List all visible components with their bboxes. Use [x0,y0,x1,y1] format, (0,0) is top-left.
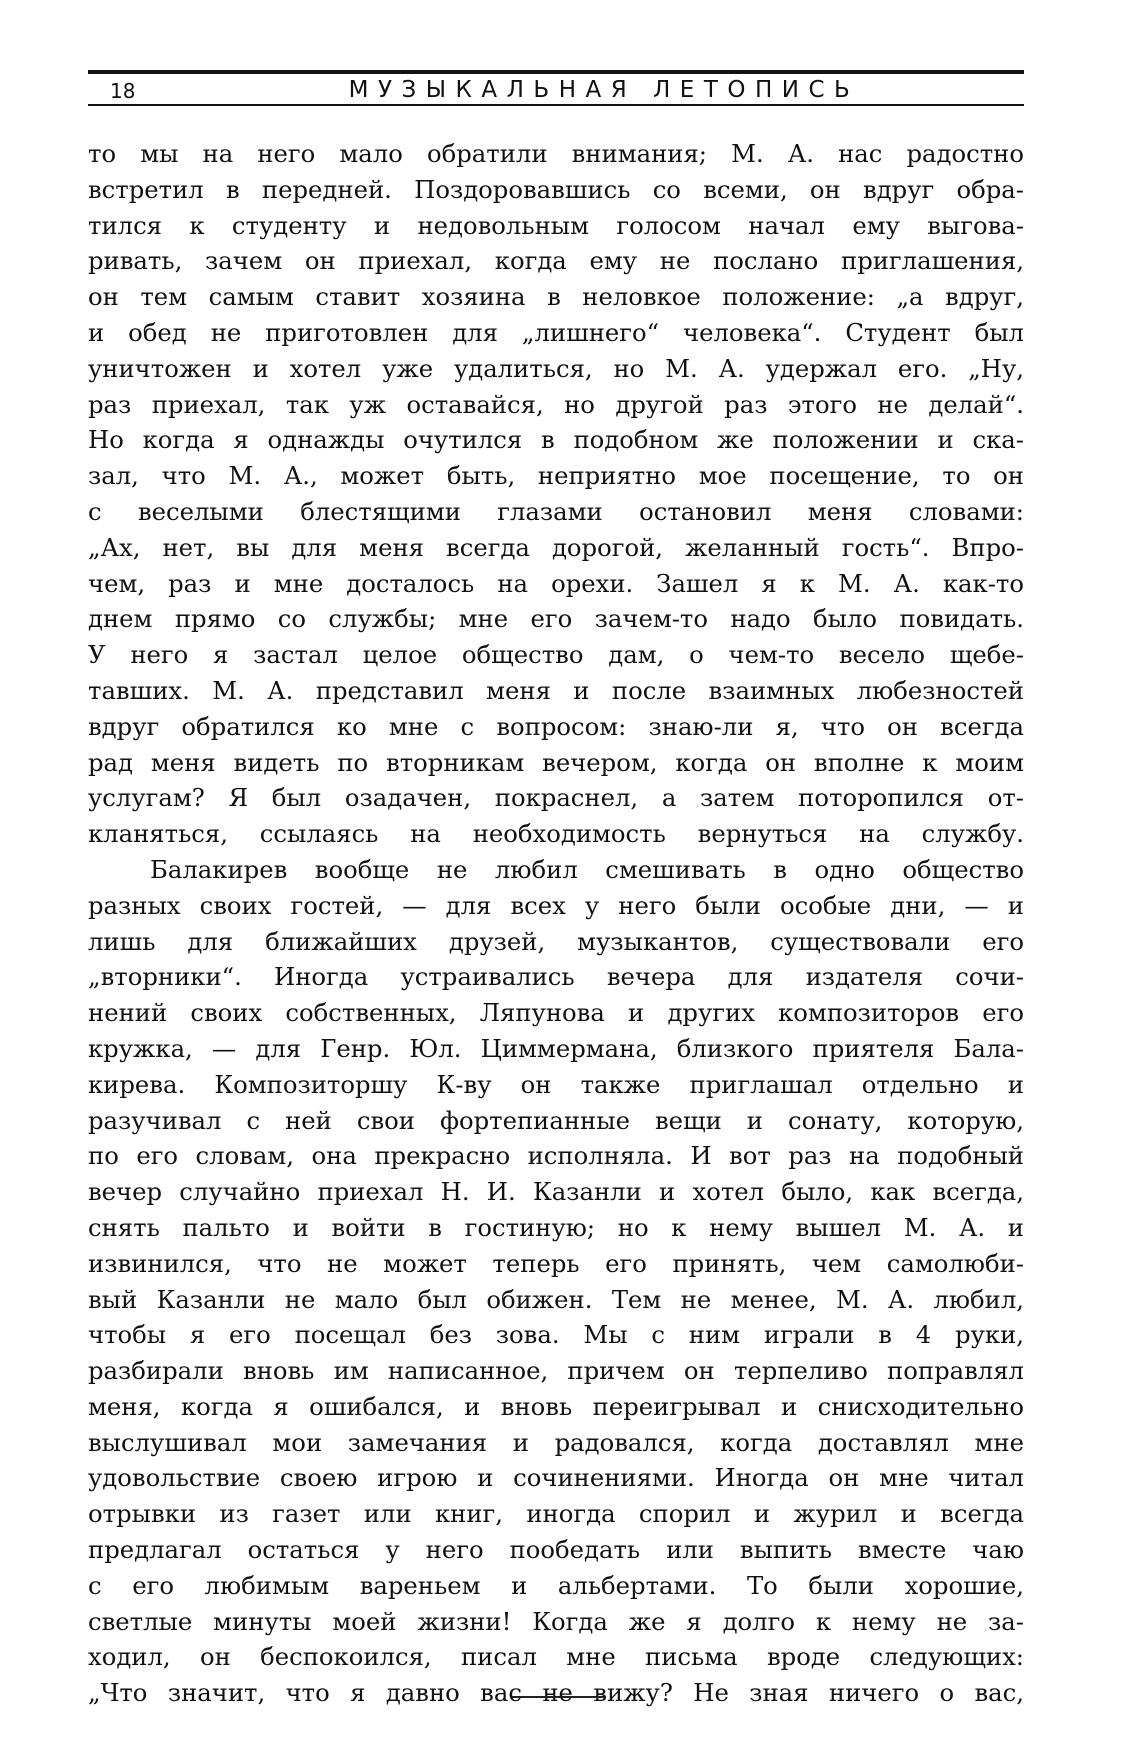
text-line: уничтожен и хотел уже удалиться, но М. А. удержал его. „Ну, [88,353,1024,383]
text-line: снять пальто и войти в гостиную; но к нему вышел М. А. и [88,1212,1024,1242]
text-line: вдруг обратился ко мне с вопросом: знаю-ли я, что он всегда [88,711,1024,741]
text-line: с его любимым вареньем и альбертами. То были хорошие, [88,1570,1024,1600]
text-line: с веселыми блестящими глазами остановил меня словами: [88,496,1024,526]
text-line: раз приехал, так уж оставайся, но другой раз этого не делай“. [88,389,1024,419]
text-line: тавших. М. А. представил меня и после взаимных любезностей [88,675,1024,705]
page-number: 18 [110,79,136,103]
text-line: чем, раз и мне досталось на орехи. Зашел я к М. А. как-то [88,568,1024,598]
running-title: МУЗЫКАЛЬНАЯ ЛЕТОПИСЬ [348,77,860,103]
text-line: У него я застал целое общество дам, о чем-то весело щебе- [88,640,1024,670]
footer-rule [512,1696,604,1698]
text-line: чтобы я его посещал без зова. Мы с ним играли в 4 руки, [88,1320,1024,1350]
text-line: вый Казанли не мало был обижен. Тем не менее, М. А. любил, [88,1284,1024,1314]
text-line: он тем самым ставит хозяина в неловкое положение: „а вдруг, [88,282,1024,312]
text-line: и обед не приготовлен для „лишнего“ человека“. Студент был [88,317,1024,347]
text-line: удовольствие своею игрою и сочинениями. Иногда он мне читал [88,1463,1024,1493]
text-line: отрывки из газет или книг, иногда спорил и журил и всегда [88,1499,1024,1529]
paragraph-start-line: Балакирев вообще не любил смешивать в одно общество [150,854,1024,884]
text-line: кружка, — для Генр. Юл. Циммермана, близкого приятеля Бала- [88,1033,1024,1063]
body-text [88,136,1024,1711]
text-line: по его словам, она прекрасно исполняла. И вот раз на подобный [88,1141,1024,1171]
text-line: предлагал остаться у него пообедать или выпить вместе чаю [88,1535,1024,1565]
text-line: услугам? Я был озадачен, покраснел, а затем поторопился от- [88,783,1024,813]
text-line: „Что значит, что я давно вас не вижу? Не зная ничего о вас, [88,1678,1024,1708]
text-line: днем прямо со службы; мне его зачем-то надо было повидать. [88,604,1024,634]
text-line: Но когда я однажды очутился в подобном же положении и ска- [88,425,1024,455]
text-line: встретил в передней. Поздоровавшись со всеми, он вдруг обра- [88,174,1024,204]
text-line: ривать, зачем он приехал, когда ему не послано приглашения, [88,246,1024,276]
text-line: зал, что М. А., может быть, неприятно мое посещение, то он [88,461,1024,491]
text-line: ходил, он беспокоился, писал мне письма вроде следующих: [88,1642,1024,1672]
page-header [88,70,1024,110]
header-rule-bottom [88,104,1024,106]
text-line: кланяться, ссылаясь на необходимость вернуться на службу. [88,819,1024,849]
text-line: нений своих собственных, Ляпунова и других композиторов его [88,998,1024,1028]
text-line: разучивал с ней свои фортепианные вещи и сонату, которую, [88,1105,1024,1135]
text-line: лишь для ближайших друзей, музыкантов, существовали его [88,926,1024,956]
text-line: то мы на него мало обратили внимания; М. А. нас радостно [88,139,1024,168]
text-line: выслушивал мои замечания и радовался, когда доставлял мне [88,1427,1024,1457]
text-line: извинился, что не может теперь его принять, чем самолюби- [88,1248,1024,1278]
text-line: „Ах, нет, вы для меня всегда дорогой, желанный гость“. Впро- [88,532,1024,562]
text-line: светлые минуты моей жизни! Когда же я долго к нему не за- [88,1606,1024,1636]
text-line: меня, когда я ошибался, и вновь переигрывал и снисходительно [88,1391,1024,1421]
text-line: разных своих гостей, — для всех у него были особые дни, — и [88,890,1024,920]
header-rule-top [88,70,1024,74]
text-line: тился к студенту и недовольным голосом начал ему выгова- [88,210,1024,240]
text-line: кирева. Композиторшу К-ву он также приглашал отдельно и [88,1069,1024,1099]
text-line: „вторники“. Иногда устраивались вечера для издателя сочи- [88,962,1024,992]
text-line: разбирали вновь им написанное, причем он терпеливо поправлял [88,1356,1024,1386]
text-line: рад меня видеть по вторникам вечером, когда он вполне к моим [88,747,1024,777]
text-line: вечер случайно приехал Н. И. Казанли и хотел было, как всегда, [88,1177,1024,1207]
